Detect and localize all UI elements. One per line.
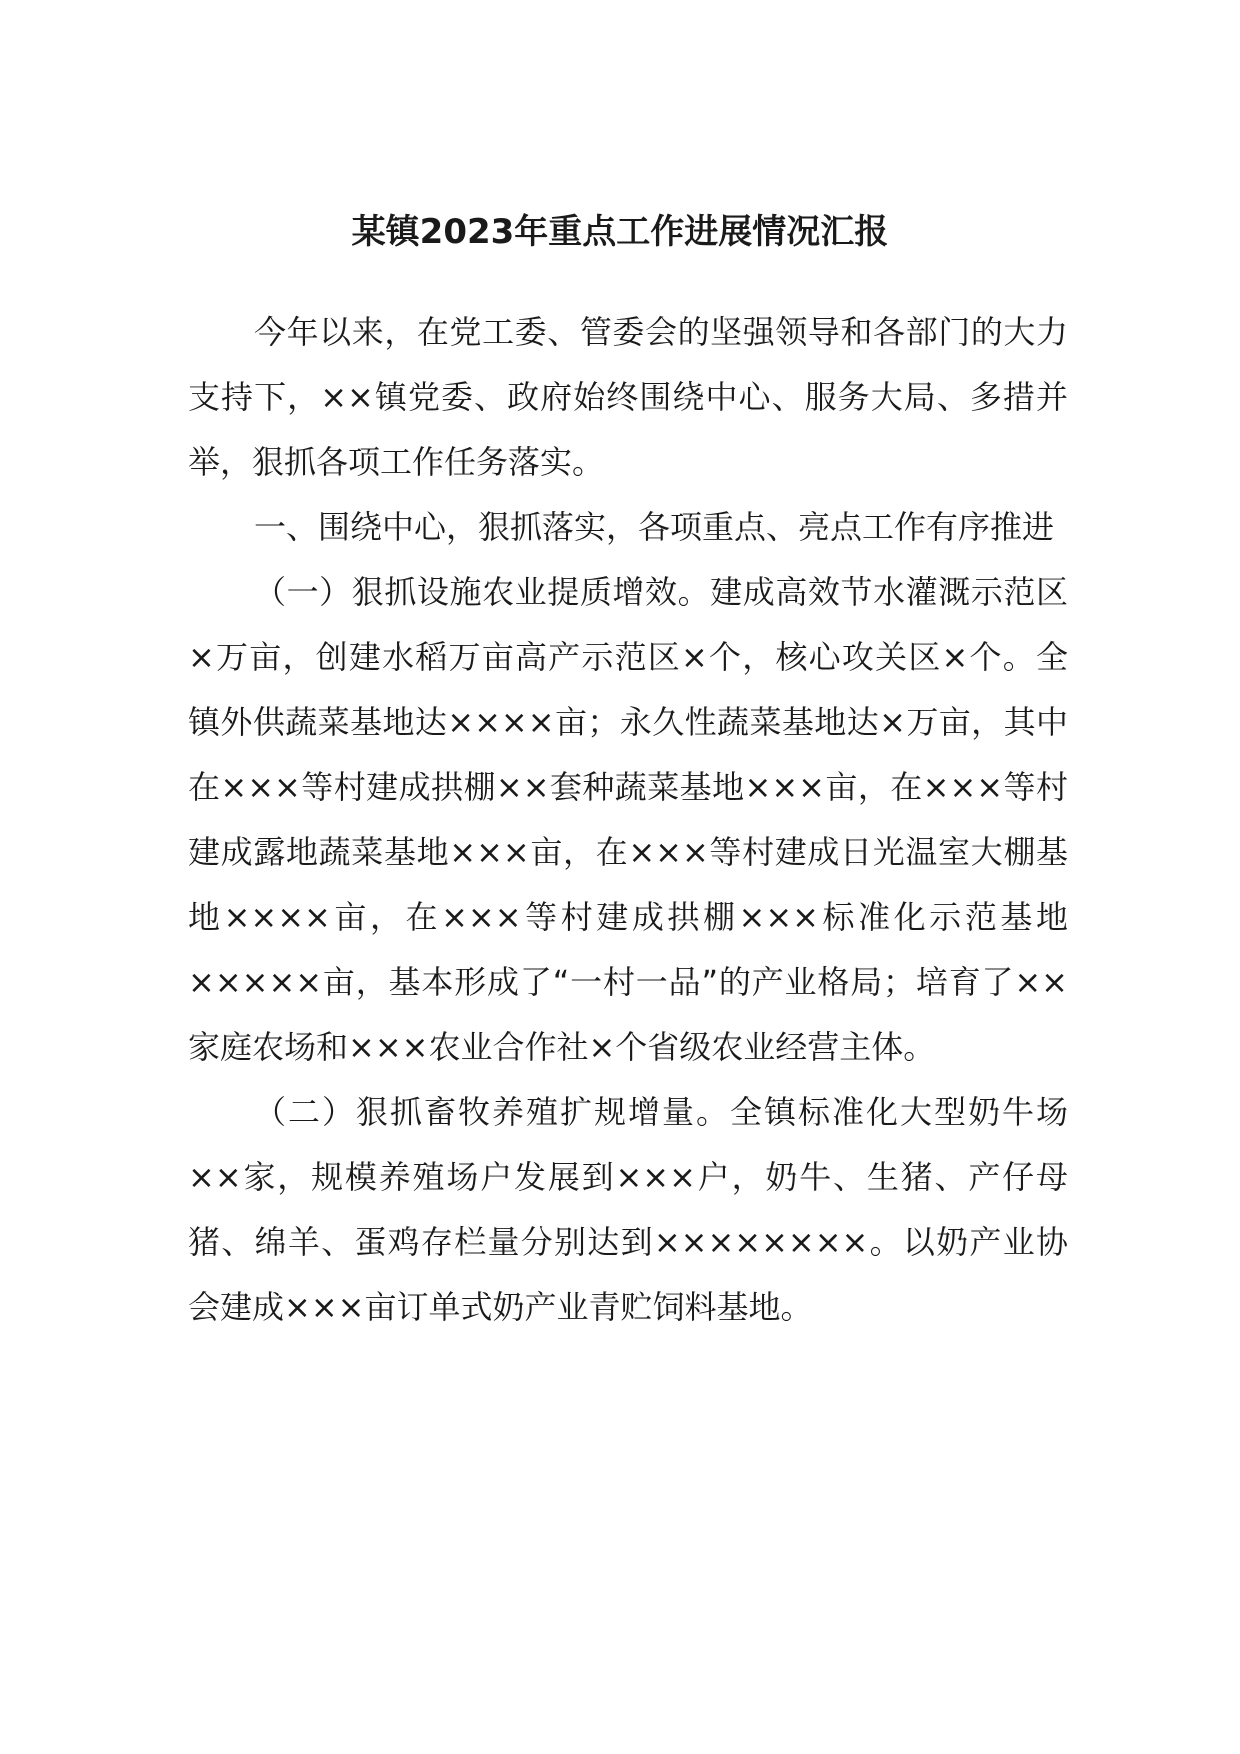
paragraph-intro: 今年以来，在党工委、管委会的坚强领导和各部门的大力支持下，××镇党委、政府始终围绕中心、服务大局、多措并举，狠抓各项工作任务落实。 [188,313,1068,481]
section-heading-1: 一、围绕中心，狠抓落实，各项重点、亮点工作有序推进 [254,508,1055,546]
paragraph-agriculture: （一）狠抓设施农业提质增效。建成高效节水灌溉示范区×万亩，创建水稻万亩高产示范区×个，核心攻关区×个。全镇外供蔬菜基地达××××亩；永久性蔬菜基地达×万亩，其中在×××等村建成拱棚××套种蔬菜基地×××亩，在×××等村建成露地蔬菜基地×××亩，在×××等村建成日光温室大棚基地××××亩，在×××等村建成拱棚×××标准化示范基地×××××亩，基本形成了“一村一品”的产业格局；培育了××家庭农场和×××农业合作社×个省级农业经营主体。 [188,573,1068,1066]
document-body [188,300,1068,1340]
paragraph-livestock: （二）狠抓畜牧养殖扩规增量。全镇标准化大型奶牛场××家，规模养殖场户发展到×××户，奶牛、生猪、产仔母猪、绵羊、蛋鸡存栏量分别达到××××××××。以奶产业协会建成×××亩订单式奶产业青贮饲料基地。 [188,1093,1068,1326]
document-title: 某镇2023年重点工作进展情况汇报 [351,212,889,252]
